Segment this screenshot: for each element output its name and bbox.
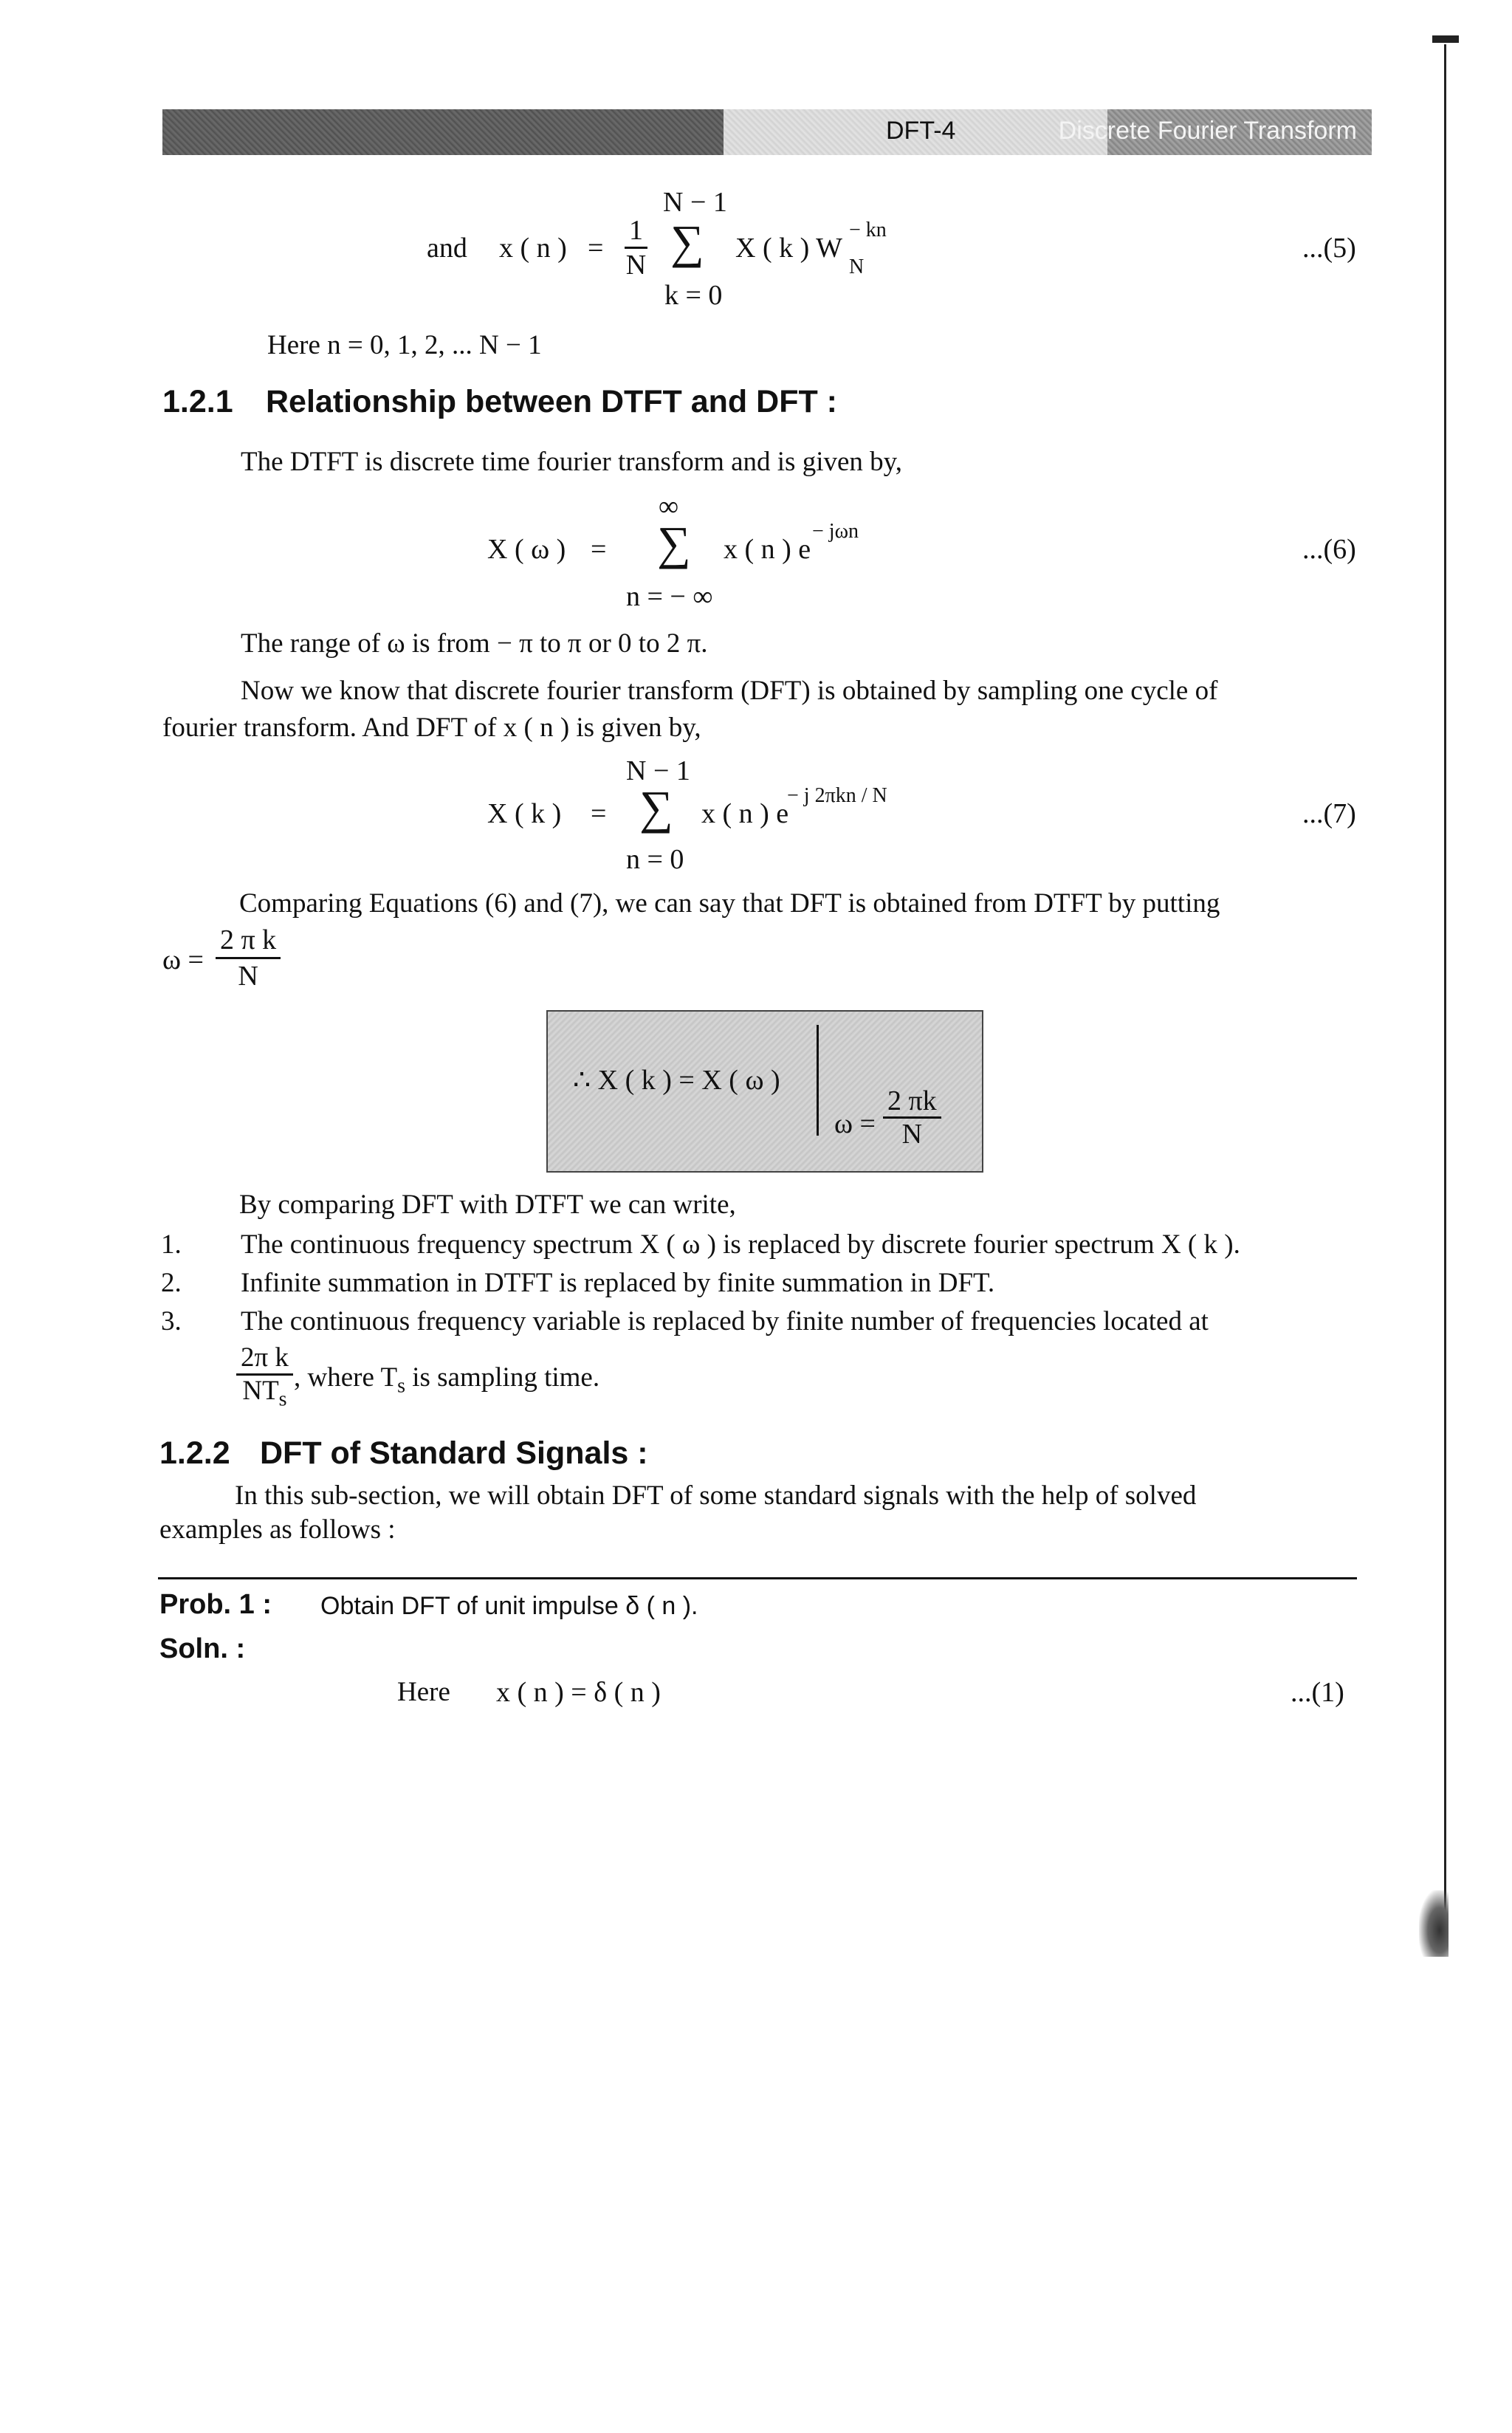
chapter-title: Discrete Fourier Transform (1058, 117, 1357, 145)
omega-frac-den: N (238, 961, 258, 992)
paragraph-sampling-line-2: fourier transform. And DFT of x ( n ) is given by, (162, 713, 701, 743)
section-title: DFT of Standard Signals : (260, 1435, 648, 1471)
prob-label: Prob. 1 : (159, 1589, 272, 1620)
eq6-body: x ( n ) e (724, 534, 811, 565)
boxed-result-eval-bar (817, 1025, 819, 1136)
eq5-fraction (625, 214, 647, 281)
list3-fraction (236, 1342, 293, 1415)
list-number: 1. (161, 1229, 182, 1260)
paragraph-subsection-line-1: In this sub-section, we will obtain DFT of some standard signals with the help of solved (235, 1480, 1197, 1511)
eq5-frac-num: 1 (625, 214, 647, 249)
eq7-upper-limit: N − 1 (626, 755, 690, 786)
paragraph-sampling-line-1: Now we know that discrete fourier transform (DFT) is obtained by sampling one cycle of (241, 676, 1218, 706)
section-title: Relationship between DTFT and DFT : (266, 384, 837, 419)
edge-mark (1432, 35, 1459, 43)
list-item: The continuous frequency variable is replaced by finite number of frequencies located at (241, 1306, 1209, 1336)
paragraph-subsection-line-2: examples as follows : (159, 1514, 396, 1545)
prob-text: Obtain DFT of unit impulse δ ( n ). (320, 1592, 698, 1620)
eq6-upper-limit: ∞ (659, 491, 679, 522)
omega-lhs: ω = (162, 944, 204, 975)
paragraph-compare: Comparing Equations (6) and (7), we can say that DFT is obtained from DTFT by putting (239, 888, 1220, 919)
eq5-frac-den: N (625, 250, 647, 281)
list3-tail-text: , where $T_s$ is sampling time. (294, 1362, 600, 1398)
here-n-range: Here n = 0, 1, 2, ... N − 1 (267, 330, 542, 360)
eq5-superscript: − kn (849, 219, 887, 241)
eq6-sigma: ∑ (657, 517, 691, 569)
boxed-condition-lhs: ω = (834, 1108, 876, 1139)
eq6-superscript: − jωn (812, 520, 859, 543)
eq5-lead: and (427, 233, 467, 264)
edge-line (1444, 44, 1446, 1935)
soln-label: Soln. : (159, 1633, 246, 1664)
eq7-lhs: X ( k ) (487, 798, 562, 829)
omega-fraction (216, 923, 281, 993)
boxed-expression: ∴ X ( k ) = X ( ω ) (573, 1065, 780, 1096)
header-band (162, 109, 1372, 155)
page-label: DFT-4 (886, 117, 956, 145)
eq5-upper-limit: N − 1 (663, 187, 727, 218)
paragraph-omega-range: The range of ω is from − π to π or 0 to 2 π. (241, 628, 708, 659)
paragraph-by-comparing: By comparing DFT with DTFT we can write, (239, 1190, 736, 1220)
eq6-lower-limit: n = − ∞ (626, 581, 713, 612)
problem-divider (158, 1577, 1357, 1579)
soln-expression: x ( n ) = δ ( n ) (496, 1677, 661, 1708)
eq5-subscript: N (849, 255, 865, 278)
eq5-lower-limit: k = 0 (664, 280, 723, 311)
eq7-superscript: − j 2πkn / N (787, 784, 887, 807)
eq5-lhs: x ( n ) (499, 233, 567, 264)
list-number: 2. (161, 1268, 182, 1298)
list-item: The continuous frequency spectrum X ( ω ) is replaced by discrete fourier spectrum X ( k ). (241, 1229, 1240, 1260)
eq7-tag: ...(7) (1302, 798, 1356, 829)
eq7-body: x ( n ) e (701, 798, 789, 829)
eq7-lower-limit: n = 0 (626, 844, 684, 875)
boxed-cond-den: N (901, 1119, 923, 1150)
soln-tag: ...(1) (1291, 1677, 1344, 1708)
eq7-sigma: ∑ (639, 781, 673, 834)
list-number: 3. (161, 1306, 182, 1336)
eq5-tag: ...(5) (1302, 233, 1356, 264)
omega-frac-num: 2 π k (216, 923, 281, 959)
eq5-equals: = (588, 233, 604, 264)
section-number: 1.2.1 (162, 384, 233, 419)
soln-lead: Here (397, 1677, 450, 1707)
eq5-body: X ( k ) W (735, 233, 842, 264)
eq6-tag: ...(6) (1302, 534, 1356, 565)
eq6-equals: = (591, 534, 607, 565)
list3-frac-num: 2π k (236, 1342, 293, 1376)
list3-frac-den: $NT_s$ (242, 1376, 287, 1411)
section-number: 1.2.2 (159, 1435, 230, 1471)
edge-smudge (1419, 1890, 1449, 1957)
eq6-lhs: X ( ω ) (487, 534, 566, 565)
list-item: Infinite summation in DTFT is replaced by finite summation in DFT. (241, 1268, 995, 1298)
eq7-equals: = (591, 798, 607, 829)
eq5-sigma: ∑ (670, 216, 704, 268)
boxed-cond-num: 2 πk (883, 1085, 941, 1119)
boxed-condition-fraction (883, 1085, 941, 1150)
paragraph-dtft-intro: The DTFT is discrete time fourier transform and is given by, (241, 447, 903, 477)
